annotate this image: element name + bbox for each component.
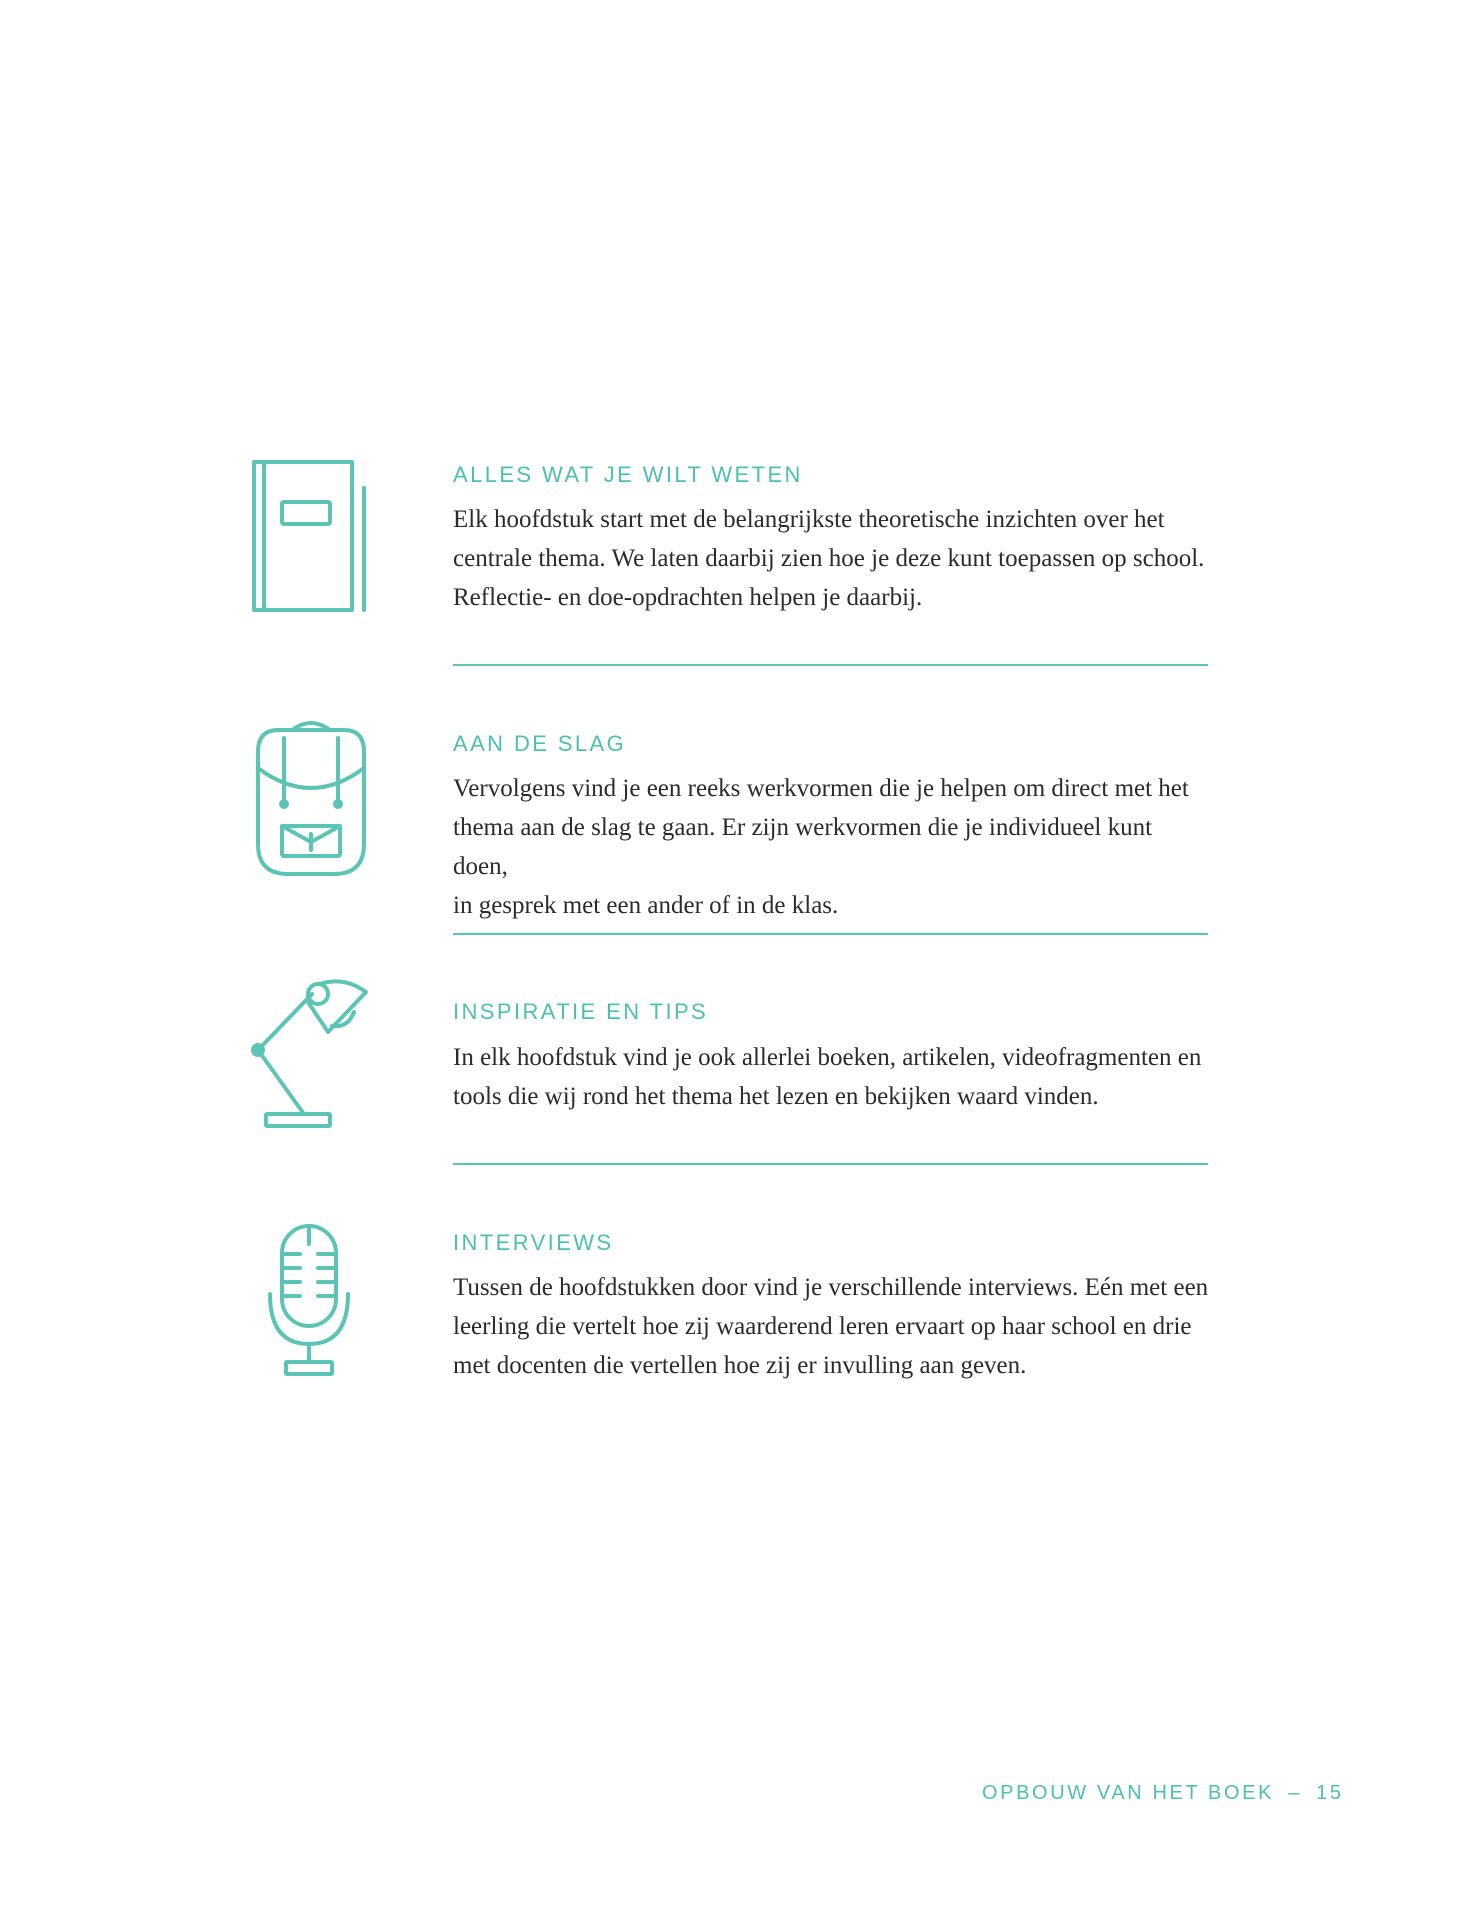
section-body	[453, 1038, 1213, 1116]
section-body	[453, 500, 1213, 617]
body-line: in gesprek met een ander of in de klas.	[453, 892, 839, 919]
section-title: ALLES WAT JE WILT WETEN	[453, 462, 803, 487]
body-line: Reflectie- en doe-opdrachten helpen je daarbij.	[453, 584, 923, 611]
body-line: tools die wij rond het thema het lezen en bekijken waard vinden.	[453, 1083, 1099, 1110]
body-line: Tussen de hoofdstukken door vind je verschillende interviews. Eén met een	[453, 1274, 1209, 1301]
section-title: INSPIRATIE EN TIPS	[453, 999, 709, 1024]
body-line: centrale thema. We laten daarbij zien hoe je deze kunt toepassen op school.	[453, 545, 1205, 572]
page-footer	[982, 1782, 1344, 1805]
body-line: In elk hoofdstuk vind je ook allerlei boeken, artikelen, videofragmenten en	[453, 1044, 1202, 1071]
section-divider	[453, 1163, 1208, 1165]
backpack-icon	[248, 718, 374, 878]
notebook-icon	[248, 458, 372, 614]
section-title: INTERVIEWS	[453, 1230, 614, 1255]
page-number: 15	[1316, 1782, 1344, 1804]
section-title: AAN DE SLAG	[453, 731, 627, 756]
section-body	[453, 1268, 1213, 1385]
section-divider	[453, 664, 1208, 666]
body-line: thema aan de slag te gaan. Er zijn werkvormen die je individueel kunt doen,	[453, 814, 1153, 880]
microphone-icon	[266, 1222, 356, 1378]
desk-lamp-icon	[248, 976, 372, 1130]
body-line: Vervolgens vind je een reeks werkvormen die je helpen om direct met het	[453, 775, 1189, 802]
section-divider	[453, 933, 1208, 935]
section-body	[453, 769, 1213, 925]
body-line: met docenten die vertellen hoe zij er invulling aan geven.	[453, 1352, 1027, 1379]
body-line: leerling die vertelt hoe zij waarderend leren ervaart op haar school en drie	[453, 1313, 1192, 1340]
footer-separator: –	[1288, 1782, 1302, 1804]
body-line: Elk hoofdstuk start met de belangrijkste theoretische inzichten over het	[453, 506, 1165, 533]
running-title: OPBOUW VAN HET BOEK	[982, 1782, 1275, 1804]
